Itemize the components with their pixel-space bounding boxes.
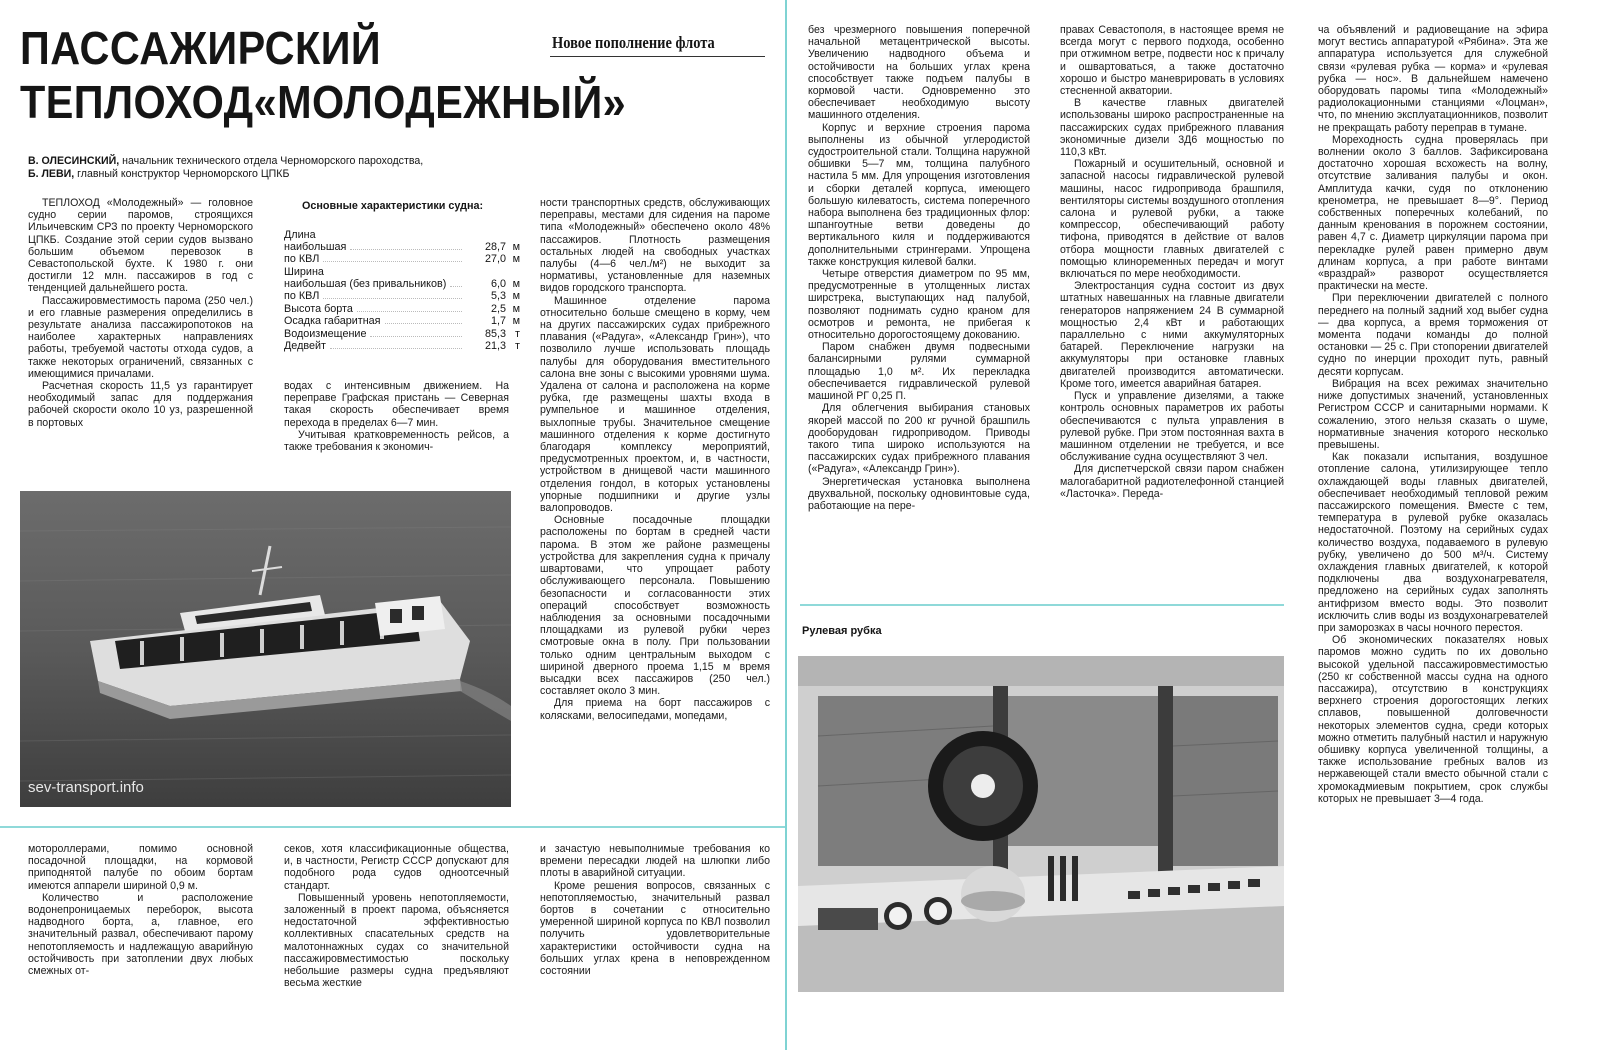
paragraph: Учитывая кратковременность рейсов, а также требования к экономич- bbox=[284, 428, 509, 454]
paragraph: и зачастую невыполнимые требования ко времени пересадки людей на шлюпки либо плоты в аварийной ситуации. bbox=[540, 843, 770, 880]
paragraph: Об экономических показателях новых паромов можно судить по их довольно высокой удельной пассажировместимостью (250 кг собственной массы судна на одного пассажира), отсутствию в конструкциях верхнего строения дорогостоящих легких сплавов, повышенной долговечности некоторых элементов судна, среди которых можно отметить палубный настил и наружную обшивку корпуса увеличенной толщины, а также использование гребных валов из нержавеющей стали вместо обычной стали с хромокадмиевым покрытием, срок службы которых не превышает 3—4 года. bbox=[1318, 634, 1548, 805]
spec-row: по КВЛ 27,0 м bbox=[284, 253, 520, 266]
ferry-photo-image bbox=[20, 491, 511, 807]
paragraph: Пассажировместимость парома (250 чел.) и его главные размерения определились в результате анализа пассажиропотоков на наиболее характерных направлениях работы, требуемой частоты отхода судов, а также некоторых ограничений, связанных с имеющимися причалами. bbox=[28, 294, 253, 380]
paragraph: Вибрация на всех режимах значительно ниже допустимых значений, установленных Регистром СССР и санитарными нормами. К сожалению, этого нельзя сказать о шуме, нормативные значения которого несколько превышены. bbox=[1318, 377, 1548, 451]
text-column-4 bbox=[808, 24, 1030, 590]
article-title-line2: ТЕПЛОХОД«МОЛОДЕЖНЫЙ» bbox=[20, 76, 627, 128]
paragraph: водах с интенсивным движением. На переправе Графская пристань — Северная такая скорость обеспечивает время перехода в пределах 6—7 мин. bbox=[284, 380, 509, 429]
paragraph: Основные посадочные площадки расположены по бортам в средней части парома. В этом же районе размещены устройства для закрепления судна к причалу швартовами, что упрощает работу обслуживающего персонала. Повышению безопасности и согласованности этих операций способствует возможность наблюдения за основными посадочными площадками из рулевой рубки через смотровые окна в полу. При пользовании только одним центральным выходом с шириной дверного проема 1,15 м время высадки всех пассажиров (250 чел.) составляет около 3 мин. bbox=[540, 514, 770, 698]
rubric-label: Новое пополнение флота bbox=[552, 33, 715, 52]
article-title-line1: ПАССАЖИРСКИЙ bbox=[20, 22, 382, 74]
spec-row: Ширина bbox=[284, 265, 324, 278]
spec-row: наибольшая 28,7 м bbox=[284, 240, 520, 253]
paragraph: Для приема на борт пассажиров с колясками, велосипедами, мопедами, bbox=[540, 697, 770, 722]
rubric-underline bbox=[550, 56, 765, 57]
text-column-2 bbox=[284, 380, 509, 475]
paragraph: Корпус и верхние строения парома выполнены из обычной углеродистой судостроительной стали. Толщина наружной обшивки 5—7 мм, толщина палубного настила 5 мм. Для упрощения изготовления и сборки деталей корпуса, имеющего большую килеватость, система поперечного набора выполнена без традиционных флор: шпангоутные ветви доведены до вертикального киля и поддерживаются дополнительными стрингерами. Упрощена также конструкция килевой балки. bbox=[808, 121, 1030, 268]
paragraph: секов, хотя классификационные общества, и, в частности, Регистр СССР допускают для подобного рода судов одноотсечный стандарт. bbox=[284, 843, 509, 892]
authors-block bbox=[28, 155, 588, 181]
page-divider bbox=[785, 0, 787, 1050]
wheelhouse-caption: Рулевая рубка bbox=[802, 625, 882, 637]
paragraph: Количество и расположение водонепроницаемых переборок, высота надводного борта, а, главное, его значительный развал, обеспечивают парому непотопляемость и надлежащую аварийную остойчивость при затоплении двух любых смежных от- bbox=[28, 891, 253, 978]
paragraph: ТЕПЛОХОД «Молодежный» — головное судно серии паромов, строящихся Ильичевским СРЗ по проекту Черноморского ЦПКБ. Создание этой серии судов вызвано большим объемом перевозок в Севастопольской бухте. К 1980 г. они достигли 12 млн. пассажиров в год с тенденцией дальнейшего роста. bbox=[28, 197, 253, 295]
spec-row: Дедвейт 21,3 т bbox=[284, 340, 520, 353]
text-column-1 bbox=[28, 197, 253, 472]
lower-column-3 bbox=[540, 843, 770, 1043]
author-line: В. ОЛЕСИНСКИЙ, начальник технического отдела Черноморского пароходства, bbox=[28, 155, 424, 167]
wheelhouse-photo bbox=[798, 656, 1284, 992]
watermark-text: sev-transport.info bbox=[28, 779, 144, 796]
paragraph: Как показали испытания, воздушное отопление салона, утилизирующее тепло охлаждающей воды главных двигателей, обеспечивает необходимый тепловой режим пассажирского помещения. Вместе с тем, температура в рулевой рубке оказалась недостаточной. Поэтому на серийных судах количество воздуха, подаваемого в рулевую рубку, увеличено до 500 м³/ч. Систему охлаждения главных двигателей, к которой подключены два воздухонагревателя, предложено на серийных судах заполнять антифризом вместо воды. Это позволит исключить слив воды из воздухонагревателей при заморозках в часы ночного перестоя. bbox=[1318, 451, 1548, 634]
paragraph: правах Севастополя, в настоящее время не всегда могут с первого подхода, особенно при отжимном ветре, подвести нос к причалу и ошвартоваться, а также достаточно хорошо и быстро маневрировать в условиях стесненной акватории. bbox=[1060, 24, 1284, 98]
paragraph: без чрезмерного повышения поперечной начальной метацентрической высоты. Увеличению надводного объема и остойчивости на больших углах крена способствует также подъем палубы в кормовой части. Одновременно это обеспечивает необходимую высоту машинного отделения. bbox=[808, 24, 1030, 122]
paragraph: Электростанция судна состоит из двух штатных навешанных на главные двигатели генераторов напряжением 24 В суммарной мощностью 2,4 кВт и работающих параллельно с ними аккумуляторных батарей. Переключение нагрузки на аккумуляторы при остановке главных двигателей производится автоматически. Кроме того, имеется аварийная батарея. bbox=[1060, 280, 1284, 390]
paragraph: Пуск и управление дизелями, а также контроль основных параметров их работы обеспечиваются с пульта управления в рулевой рубке. При этом постоянная вахта в машинном отделении не требуется, и все обслуживание судна осуществляют 3 чел. bbox=[1060, 390, 1284, 464]
paragraph: В качестве главных двигателей использованы широко распространенные на пассажирских судах прибрежного плавания экономичные дизели 3Д6 мощностью по 110,3 кВт. bbox=[1060, 97, 1284, 159]
text-column-3 bbox=[540, 197, 770, 819]
paragraph: Энергетическая установка выполнена двухвальной, поскольку одновинтовые суда, работающие на пере- bbox=[808, 475, 1030, 512]
right-horizontal-rule bbox=[800, 604, 1284, 606]
paragraph: Кроме решения вопросов, связанных с непотопляемостью, значительный развал бортов в сочетании с относительно умеренной шириной корпуса по КВЛ позволил получить удовлетворительные характеристики остойчивости судна на больших углах крена в неповрежденном состоянии bbox=[540, 879, 770, 978]
paragraph: Пожарный и осушительный, основной и запасной насосы гидравлической рулевой машины, насос гидропривода брашпиля, вентиляторы системы воздушного отопления салона и рулевой рубки, а также компрессор, обеспечивающий работу тифона, приводятся в действие от валов отбора мощности главных двигателей с помощью клиноременных передач и могут включаться по мере необходимости. bbox=[1060, 158, 1284, 281]
paragraph: Для облегчения выбирания становых якорей массой по 200 кг ручной брашпиль дооборудован гидроприводом. Приводы такого типа широко используются на пассажирских судах прибрежного плавания («Радуга», «Александр Грин»). bbox=[808, 402, 1030, 476]
paragraph: Расчетная скорость 11,5 уз гарантирует необходимый запас для поддержания рабочей скорости около 10 уз, разрешенной в портовых bbox=[28, 380, 253, 429]
text-column-5 bbox=[1060, 24, 1284, 590]
paragraph: Повышенный уровень непотопляемости, заложенный в проект парома, объясняется недостаточной эффективностью коллективных спасательных средств на малотоннажных судах со значительной пассажировместимостью поскольку небольшие размеры судна предъявляют весьма жесткие bbox=[284, 891, 509, 990]
paragraph: Мореходность судна проверялась при волнении около 3 баллов. Зафиксирована достаточно хорошая всхожесть на волну, отсутствие заливания палубы и окон. Амплитуда качки, судя по отклонению кренометра, не превышает 8—9°. Период собственных поперечных колебаний, по данным кренования в порожнем состоянии, равен 4,7 с. Диаметр циркуляции парома при перекладке рулей равен примерно двум длинам корпуса, а при работе винтами «враздрай» разворот осуществляется практически на месте. bbox=[1318, 133, 1548, 293]
paragraph: мотороллерами, помимо основной посадочной площадки, на кормовой приподнятой палубе по обоим бортам имеются аппарели шириной 0,9 м. bbox=[28, 843, 253, 892]
lower-column-1 bbox=[28, 843, 253, 1043]
ferry-photo bbox=[20, 491, 511, 807]
spec-row: наибольшая (без привальников) 6,0 м bbox=[284, 278, 520, 291]
lower-column-2 bbox=[284, 843, 509, 1043]
spec-row: Длина bbox=[284, 228, 316, 241]
wheelhouse-photo-image bbox=[798, 656, 1284, 992]
left-horizontal-rule bbox=[0, 826, 785, 828]
paragraph: Паром снабжен двумя подвесными балансирными рулями суммарной площадью 1,0 м². Их перекладка обеспечивается гидравлической рулевой машиной РГ 0,25 П. bbox=[808, 341, 1030, 403]
paragraph: При переключении двигателей с полного переднего на полный задний ход выбег судна — два корпуса, а время торможения от момента подачи команды до полной остановки — 25 с. При стопорении двигателей судно по инерции проходит путь, равный десяти корпусам. bbox=[1318, 292, 1548, 378]
specs-heading: Основные характеристики судна: bbox=[302, 200, 484, 212]
spec-row: по КВЛ 5,3 м bbox=[284, 290, 520, 303]
paragraph: ности транспортных средств, обслуживающих переправы, местами для сидения на пароме типа «Молодежный» обеспечено около 48% пассажиров. Плотность размещения остальных людей на свободных участках палубы (4—6 чел./м²) не выходит за нормативы, установленные для наземных видов городского транспорта. bbox=[540, 197, 770, 295]
specs-table bbox=[284, 200, 520, 352]
text-column-6 bbox=[1318, 24, 1548, 1044]
paragraph: ча объявлений и радиовещание на эфира могут вестись аппаратурой «Рябина». Эта же аппаратура используется для служебной связи «рулевая рубка — корма» и «рулевая рубка — нос». В дальнейшем намечено оборудовать паромы типа «Молодежный» радиолокационными станциями «Лоцман», что, по мнению эксплуатационников, позволит не прекращать работу переправ в тумане. bbox=[1318, 24, 1548, 134]
spec-row: Водоизмещение 85,3 т bbox=[284, 327, 520, 340]
paragraph: Четыре отверстия диаметром по 95 мм, предусмотренные в утолщенных листах ширстрека, выступающих над палубой, позволяют поднимать судно краном для осмотров и ремонта, не прибегая к относительно дорогостоящему докованию. bbox=[808, 268, 1030, 342]
paragraph: Машинное отделение парома относительно больше смещено в корму, чем на других пассажирских судах прибрежного плавания («Радуга», «Александр Грин»), что позволило лучше использовать площадь палубы для оборудования вместительного салона вне зоны с высокими уровнями шума. Удалена от салона и расположена на корме рубка, где размещены шахты входа в румпельное и машинное отделения, выхлопные трубы. Значительное смещение машинного отделения к корме достигнуто благодаря комплексу мероприятий, предусмотренных проектом, и, в частности, устройством в днищевой части машинного отделения гондол, в которых установлены упорные подшипники и другие узлы валопроводов. bbox=[540, 294, 770, 515]
paragraph: Для диспетчерской связи паром снабжен малогабаритной радиотелефонной станцией «Ласточка». Переда- bbox=[1060, 463, 1284, 500]
spec-row: Высота борта 2,5 м bbox=[284, 302, 520, 315]
author-line: Б. ЛЕВИ, главный конструктор Черноморского ЦПКБ bbox=[28, 168, 290, 180]
spec-row: Осадка габаритная 1,7 м bbox=[284, 315, 520, 328]
